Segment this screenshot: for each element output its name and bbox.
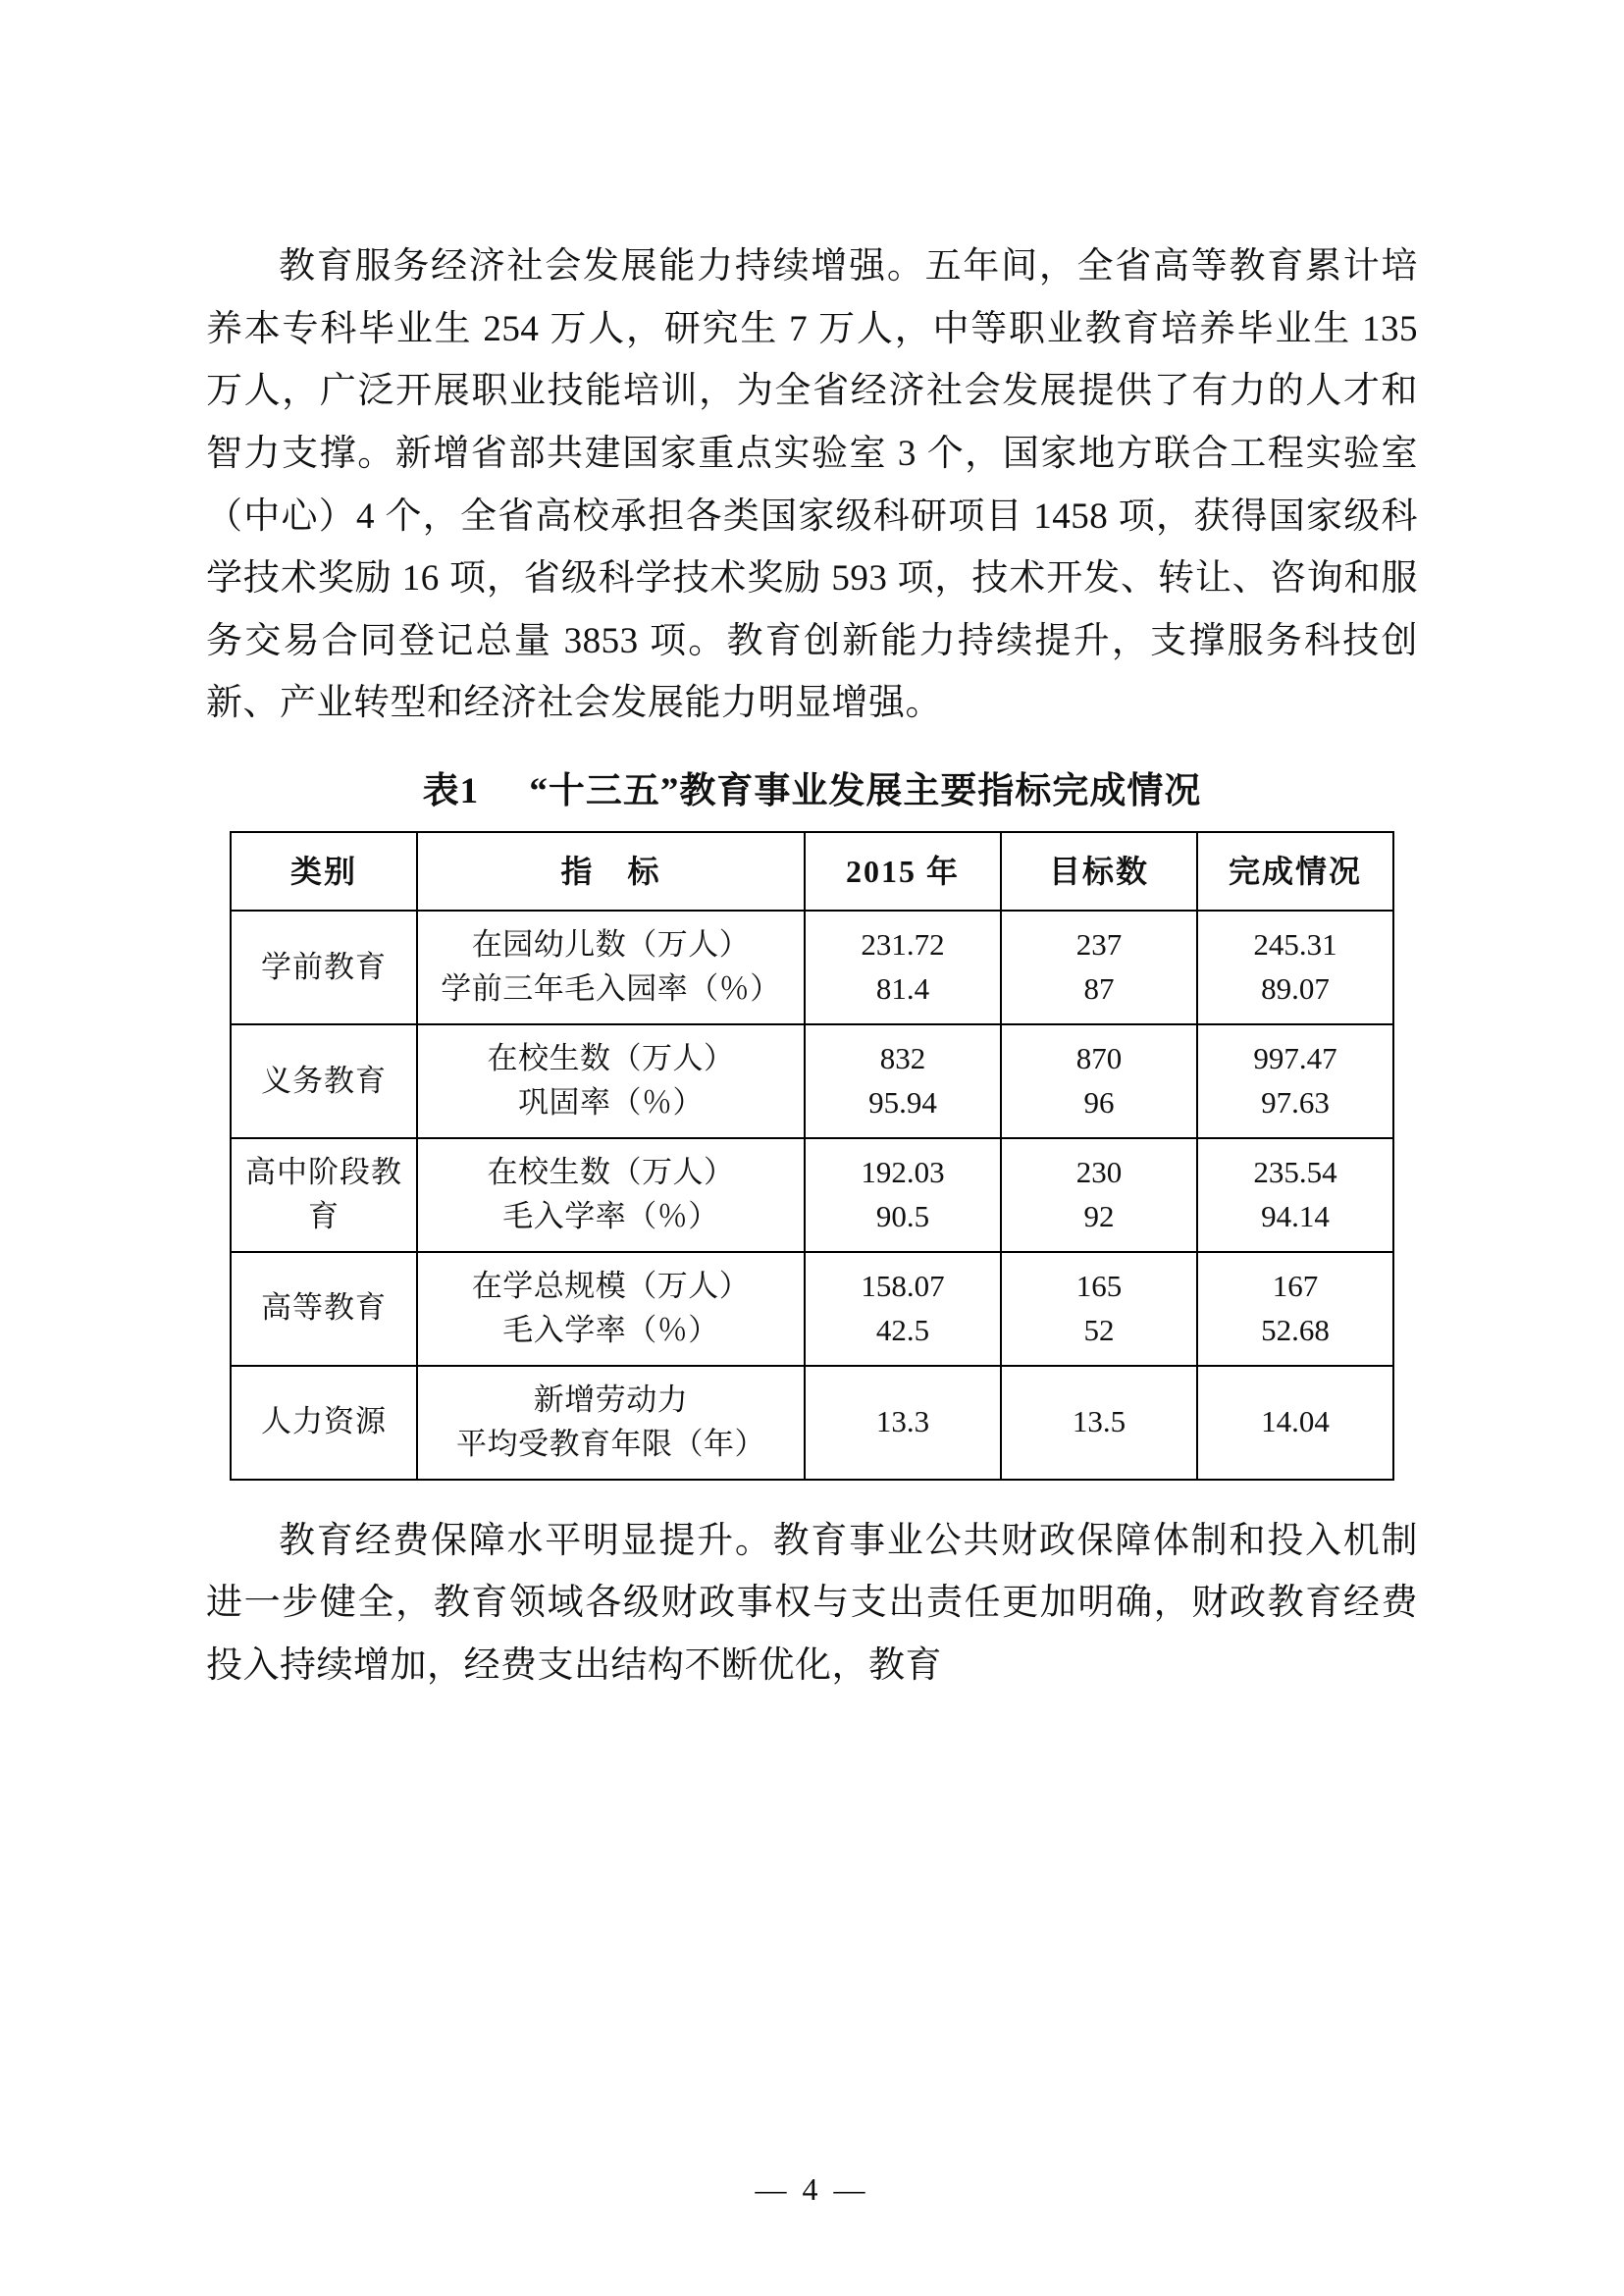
indicator-line: 毛入学率（％） <box>502 1199 719 1234</box>
value-line: 235.54 <box>1253 1155 1337 1190</box>
cell-goal <box>1001 1138 1197 1252</box>
value-line: 97.63 <box>1261 1085 1330 1121</box>
cell-done <box>1197 1138 1393 1252</box>
value-line: 832 <box>879 1041 926 1076</box>
cell-category: 高等教育 <box>231 1252 417 1366</box>
value-line: 231.72 <box>861 927 945 963</box>
value-line: 167 <box>1272 1269 1319 1304</box>
value-line: 870 <box>1075 1041 1123 1076</box>
cell-2015: 13.3 <box>805 1366 1001 1480</box>
cell-indicator <box>417 1024 805 1138</box>
value-line: 230 <box>1075 1155 1123 1190</box>
col-header-done: 完成情况 <box>1197 832 1393 911</box>
value-line: 87 <box>1083 971 1115 1007</box>
cell-goal: 13.5 <box>1001 1366 1197 1480</box>
table-row <box>231 1024 1393 1138</box>
cell-indicator <box>417 1138 805 1252</box>
value-line: 89.07 <box>1261 971 1330 1007</box>
value-line: 96 <box>1083 1085 1115 1121</box>
table-caption-label: 表1 <box>422 771 480 811</box>
table-caption-title: “十三五”教育事业发展主要指标完成情况 <box>529 771 1202 811</box>
indicator-line: 在园幼儿数（万人） <box>471 927 751 963</box>
cell-2015 <box>805 1024 1001 1138</box>
cell-category: 高中阶段教育 <box>231 1138 417 1252</box>
indicator-line: 平均受教育年限（年） <box>456 1426 765 1461</box>
page-number: — 4 — <box>755 2171 869 2207</box>
value-line: 90.5 <box>875 1199 930 1234</box>
indicator-line: 在校生数（万人） <box>487 1041 735 1076</box>
table-row <box>231 1252 1393 1366</box>
value-line: 42.5 <box>875 1312 930 1347</box>
col-header-goal: 目标数 <box>1001 832 1197 911</box>
cell-2015 <box>805 1138 1001 1252</box>
cell-done: 14.04 <box>1197 1366 1393 1480</box>
value-line: 81.4 <box>875 971 930 1007</box>
paragraph-1: 教育服务经济社会发展能力持续增强。五年间，全省高等教育累计培养本专科毕业生 254 万人，研究生 7 万人，中等职业教育培养毕业生 135 万人，广泛开展职业技能培训，为全省经济社会发展提供了有力的人才和智力支撑。新增省部共建国家重点实验室 3 个，国家地方联合工程实验室（中心）4 个，全省高校承担各类国家级科研项目 1458 项，获得国家级科学技术奖励 16 项，省级科学技术奖励 593 项，技术开发、转让、咨询和服务交易合同登记总量 3853 项。教育创新能力持续提升，支撑服务科技创新、产业转型和经济社会发展能力明显增强。 <box>206 246 1418 724</box>
cell-category: 人力资源 <box>231 1366 417 1480</box>
cell-done <box>1197 911 1393 1024</box>
col-header-category: 类别 <box>231 832 417 911</box>
table-row <box>231 1366 1393 1480</box>
cell-goal <box>1001 1252 1197 1366</box>
indicator-line: 巩固率（％） <box>518 1085 704 1121</box>
cell-done <box>1197 1252 1393 1366</box>
value-line: 95.94 <box>868 1085 937 1121</box>
cell-indicator <box>417 911 805 1024</box>
indicator-line: 毛入学率（％） <box>502 1312 719 1347</box>
cell-indicator <box>417 1366 805 1480</box>
indicator-line: 新增劳动力 <box>533 1382 689 1417</box>
cell-indicator <box>417 1252 805 1366</box>
cell-done <box>1197 1024 1393 1138</box>
table-row <box>231 1138 1393 1252</box>
value-line: 158.07 <box>861 1269 945 1304</box>
cell-goal <box>1001 1024 1197 1138</box>
indicator-line: 在学总规模（万人） <box>471 1269 751 1304</box>
cell-2015 <box>805 1252 1001 1366</box>
value-line: 237 <box>1075 927 1123 963</box>
value-line: 94.14 <box>1261 1199 1330 1234</box>
indicator-line: 在校生数（万人） <box>487 1155 735 1190</box>
cell-category: 学前教育 <box>231 911 417 1024</box>
col-header-2015: 2015 年 <box>805 832 1001 911</box>
metrics-table <box>230 831 1394 1481</box>
paragraph-2: 教育经费保障水平明显提升。教育事业公共财政保障体制和投入机制进一步健全，教育领域各级财政事权与支出责任更加明确，财政教育经费投入持续增加，经费支出结构不断优化，教育 <box>206 1520 1418 1687</box>
value-line: 192.03 <box>861 1155 945 1190</box>
cell-goal <box>1001 911 1197 1024</box>
value-line: 245.31 <box>1253 927 1337 963</box>
value-line: 165 <box>1075 1269 1123 1304</box>
indicator-line: 学前三年毛入园率（％） <box>441 971 781 1007</box>
col-header-indicator: 指 标 <box>417 832 805 911</box>
cell-category: 义务教育 <box>231 1024 417 1138</box>
value-line: 52.68 <box>1261 1312 1330 1347</box>
value-line: 52 <box>1083 1312 1115 1347</box>
value-line: 997.47 <box>1253 1041 1337 1076</box>
table-header-row <box>231 832 1393 911</box>
table-row <box>231 911 1393 1024</box>
cell-2015 <box>805 911 1001 1024</box>
table-caption <box>206 760 1418 813</box>
value-line: 92 <box>1083 1199 1115 1234</box>
